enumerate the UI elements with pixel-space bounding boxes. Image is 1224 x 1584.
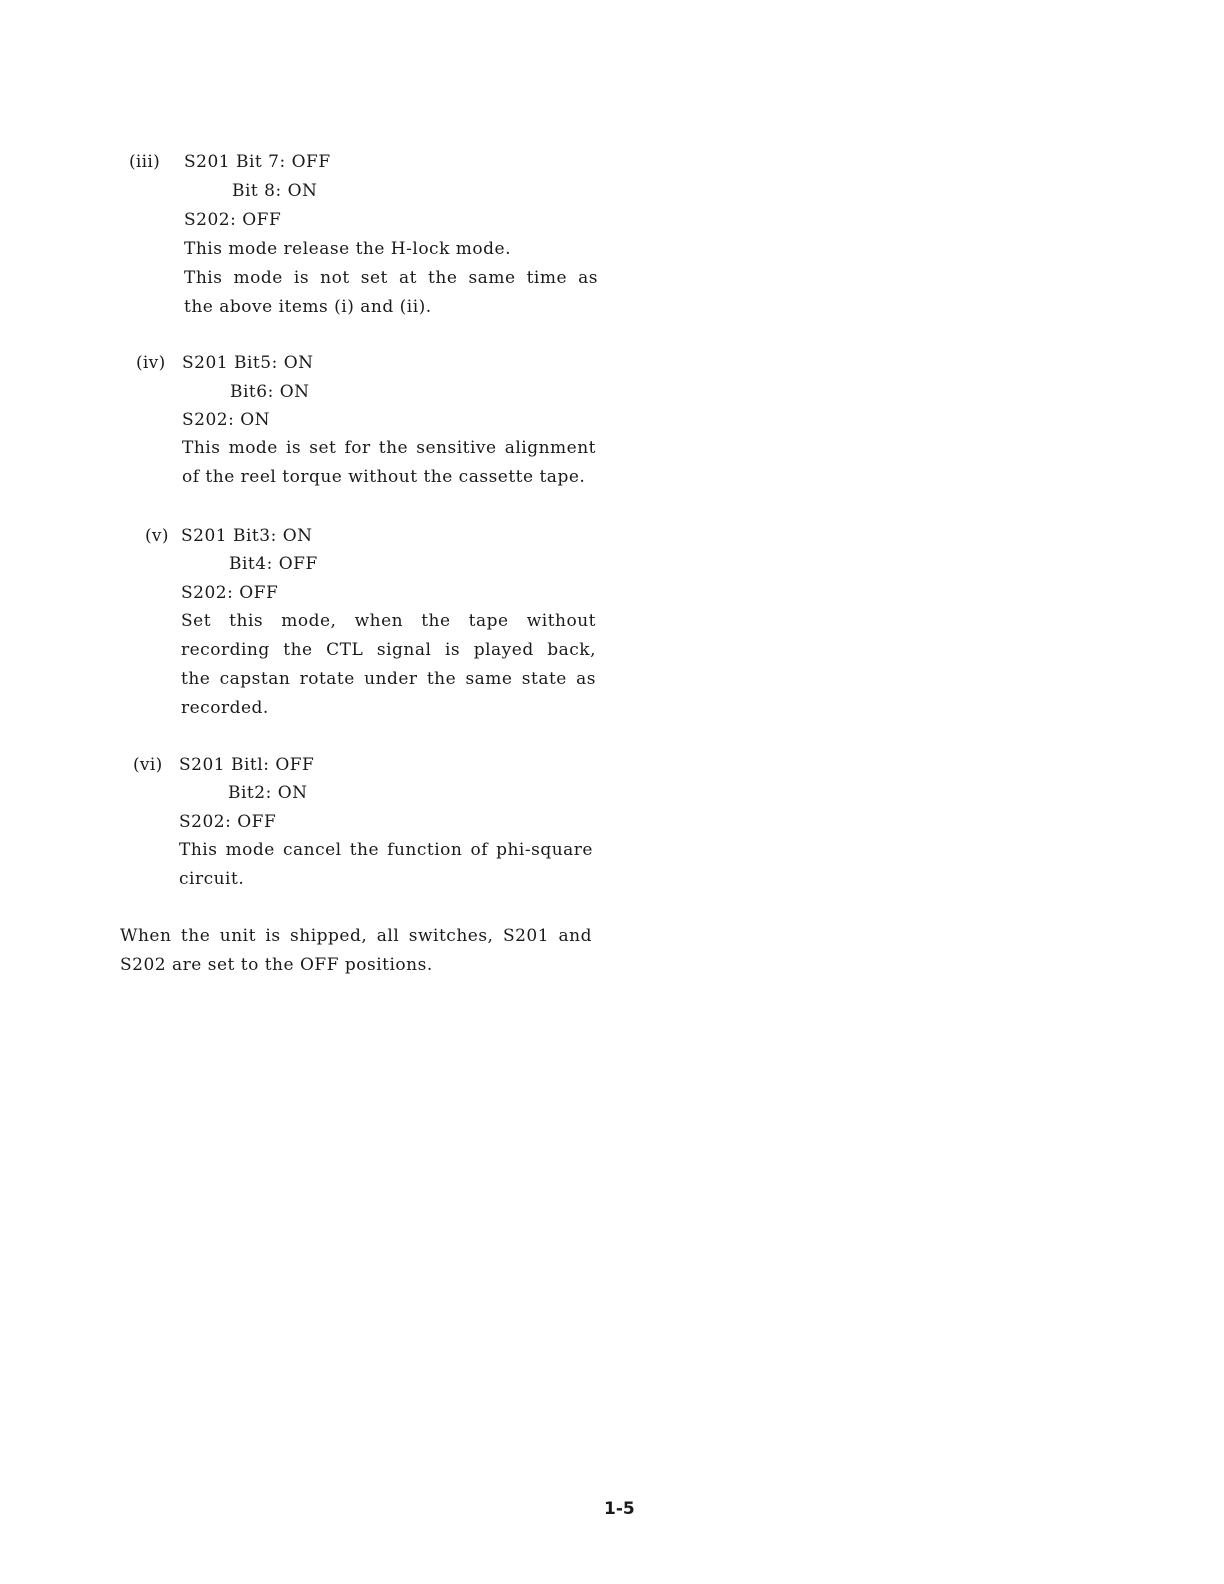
item-label: (vi): [133, 755, 163, 775]
description-line: the capstan rotate under the same state as: [181, 669, 596, 689]
switch-line: S202: OFF: [179, 812, 277, 832]
item-label: (iv): [136, 353, 166, 373]
description-line: This mode cancel the function of phi-square: [179, 840, 593, 860]
page-number: 1-5: [604, 1499, 635, 1519]
switch-line: S202: OFF: [181, 583, 279, 603]
switch-line: S202: OFF: [184, 210, 282, 230]
description-line: recording the CTL signal is played back,: [181, 640, 596, 660]
description-line: This mode is not set at the same time as: [184, 268, 598, 288]
switch-line: S201 Bitl: OFF: [179, 755, 315, 775]
description-line: Set this mode, when the tape without: [181, 611, 596, 631]
switch-line: Bit6: ON: [230, 382, 310, 402]
switch-line: S201 Bit 7: OFF: [184, 152, 331, 172]
item-label: (v): [145, 526, 169, 546]
note-line: When the unit is shipped, all switches, S201 and: [120, 926, 592, 946]
description-line: recorded.: [181, 698, 269, 718]
note-line: S202 are set to the OFF positions.: [120, 955, 433, 975]
description-line: This mode is set for the sensitive alignment: [182, 438, 596, 458]
switch-line: S202: ON: [182, 410, 271, 430]
description-line: This mode release the H-lock mode.: [184, 239, 511, 259]
switch-line: Bit 8: ON: [232, 181, 318, 201]
description-line: circuit.: [179, 869, 245, 889]
switch-line: Bit2: ON: [228, 783, 308, 803]
switch-line: S201 Bit5: ON: [182, 353, 314, 373]
switch-line: Bit4: OFF: [229, 554, 318, 574]
description-line: the above items (i) and (ii).: [184, 297, 432, 317]
description-line: of the reel torque without the cassette tape.: [182, 467, 586, 487]
switch-line: S201 Bit3: ON: [181, 526, 313, 546]
item-label: (iii): [129, 152, 161, 172]
